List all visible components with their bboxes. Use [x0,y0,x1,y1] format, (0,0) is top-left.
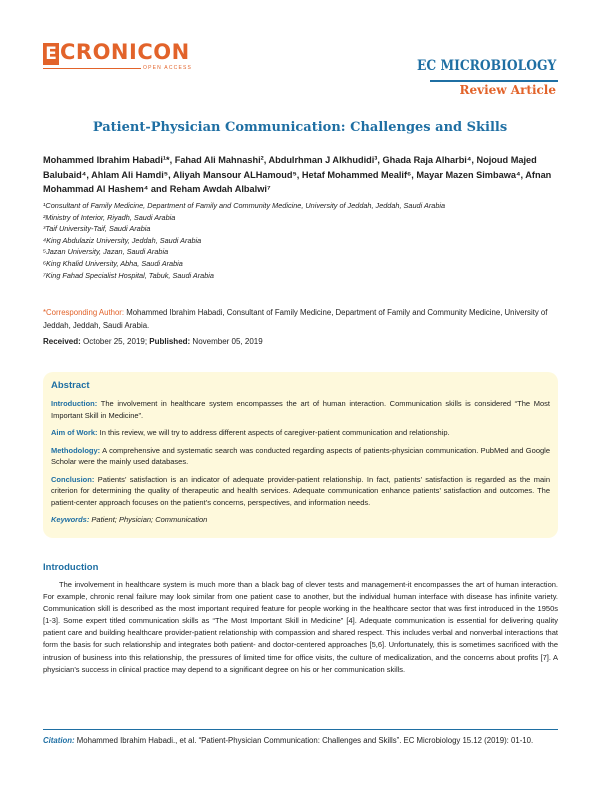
affiliation-item: ³Taif University-Taif, Saudi Arabia [43,224,151,234]
published-date: November 05, 2019 [190,337,263,346]
abstract-heading: Abstract [51,380,90,391]
citation-label: Citation: [43,736,75,745]
footer-rule [43,729,558,730]
abstract-keywords [51,514,550,526]
affiliation-item: ⁴King Abdulaziz University, Jeddah, Saudi Arabia [43,235,202,245]
logo-subtitle: OPEN ACCESS [143,65,193,71]
abstract-conclusion-label: Conclusion: [51,474,95,484]
keywords-text: Patient; Physician; Communication [89,515,208,524]
cronicon-logo [43,40,195,83]
citation [43,735,558,747]
logo-mark: E [43,43,59,65]
abstract-conclusion [51,474,550,509]
author-list: Mohammed Ibrahim Habadi¹*, Fahad Ali Mahnashi², Abdulrhman J Alkhudidi³, Ghada Raja Alharbi⁴, Nojoud Majed Balubaid⁴, Ahlam Ali Hamdi⁵, Aliyah Mansour ALHamoud⁵, Hetaf Mohammed Mealif⁶, Mayar Mazen Simbawa⁴, Afnan Mohammad Al Hashem⁴ and Reham Awdah Albalwi⁷ [43,155,552,194]
abstract-aim [51,427,550,439]
affiliations [43,200,558,281]
abstract-conclusion-text: Patients’ satisfaction is an indicator of adequate provider-patient relationship. In fact, patients’ satisfaction is regarded as the main criterion for determining the quality of therapeutic and health services. Adequate communication enhance patients’ satisfaction and outcomes. The patient-center approach focuses on the patient’s concerns, perspectives, and information needs. [51,474,550,507]
abstract-aim-text: In this review, we will try to address different aspects of caregiver-patient communication and relationship. [97,428,450,437]
affiliation-item: ⁵Jazan University, Jazan, Saudi Arabia [43,247,169,257]
corresponding-label: *Corresponding Author: [43,308,125,317]
introduction-paragraph: The involvement in healthcare system is much more than a black bag of clever tests and management-it encompasses the art of human interaction. For example, chronic renal failure may look similar from one patient case to another, but the individual human interface with disease has infinite variety. Communication skill is described as the most important required feature for people working in the healthcare sector that was first introduced in the 1950s [1-3]. Some expert titled communication skills as “The Most Important Skill in Medicine” [4]. Adequate communication is essential for delivering quality patient care and building healthcare provider-patient relationship with compassion and shared respect. This includes verbal and nonverbal interactions that form the basis for such relationship and integrates both patient- and doctor-centered approaches [5,6]. Unfortunately, this is sometimes sacrificed with the intrusion of business into this relationship, the pressures of limited time for office visits, the culture of medicalization, and the concerns about profits [7]. A physician’s success in clinical practice may depend to a significant degree on his or her communication skills. [43,580,558,674]
published-label: Published: [149,337,191,346]
abstract-method-label: Methodology: [51,445,101,455]
journal-name: EC MICROBIOLOGY [416,58,556,74]
logo-underline [43,68,141,69]
abstract-introduction [51,398,550,421]
header-rule [430,80,558,82]
logo-name: CRONICON [60,40,190,64]
introduction-heading: Introduction [43,562,99,573]
keywords-label: Keywords: [51,515,90,524]
abstract-intro-label: Introduction: [51,399,98,408]
abstract-aim-label: Aim of Work: [51,428,98,437]
paper-title: Patient-Physician Communication: Challenges and Skills [92,120,508,135]
affiliation-item: ²Ministry of Interior, Riyadh, Saudi Arabia [43,212,176,222]
received-label: Received: [43,337,81,346]
citation-text: Mohammed Ibrahim Habadi., et al. “Patient-Physician Communication: Challenges and Skills”. EC Microbiology 15.12 (2019): 01-10. [74,736,534,745]
corresponding-text: Mohammed Ibrahim Habadi, Consultant of Family Medicine, Department of Family and Community Medicine, University of Jeddah, Jeddah, Saudi Arabia. [43,308,548,330]
corresponding-author [43,306,558,332]
affiliation-item: ⁶King Khalid University, Abha, Saudi Arabia [43,258,183,268]
abstract-box [43,372,558,538]
abstract-intro-text: The involvement in healthcare system encompasses the art of human interaction. Communication skills is considered “The Most Important Skill in Medicine”. [51,399,550,420]
affiliation-item: ⁷King Fahad Specialist Hospital, Tabuk, Saudi Arabia [43,270,214,280]
article-type: Review Article [459,83,556,97]
dates-line [43,337,263,346]
affiliation-item: ¹Consultant of Family Medicine, Department of Family and Community Medicine, University of Jeddah, Jeddah, Saudi Arabia [43,201,446,210]
received-date: October 25, 2019; [80,337,150,346]
abstract-methodology [51,445,550,468]
abstract-method-text: A comprehensive and systematic search was conducted regarding aspects of patients-physician communication. PubMed and Google Scholar were the mainly used databases. [51,445,550,466]
